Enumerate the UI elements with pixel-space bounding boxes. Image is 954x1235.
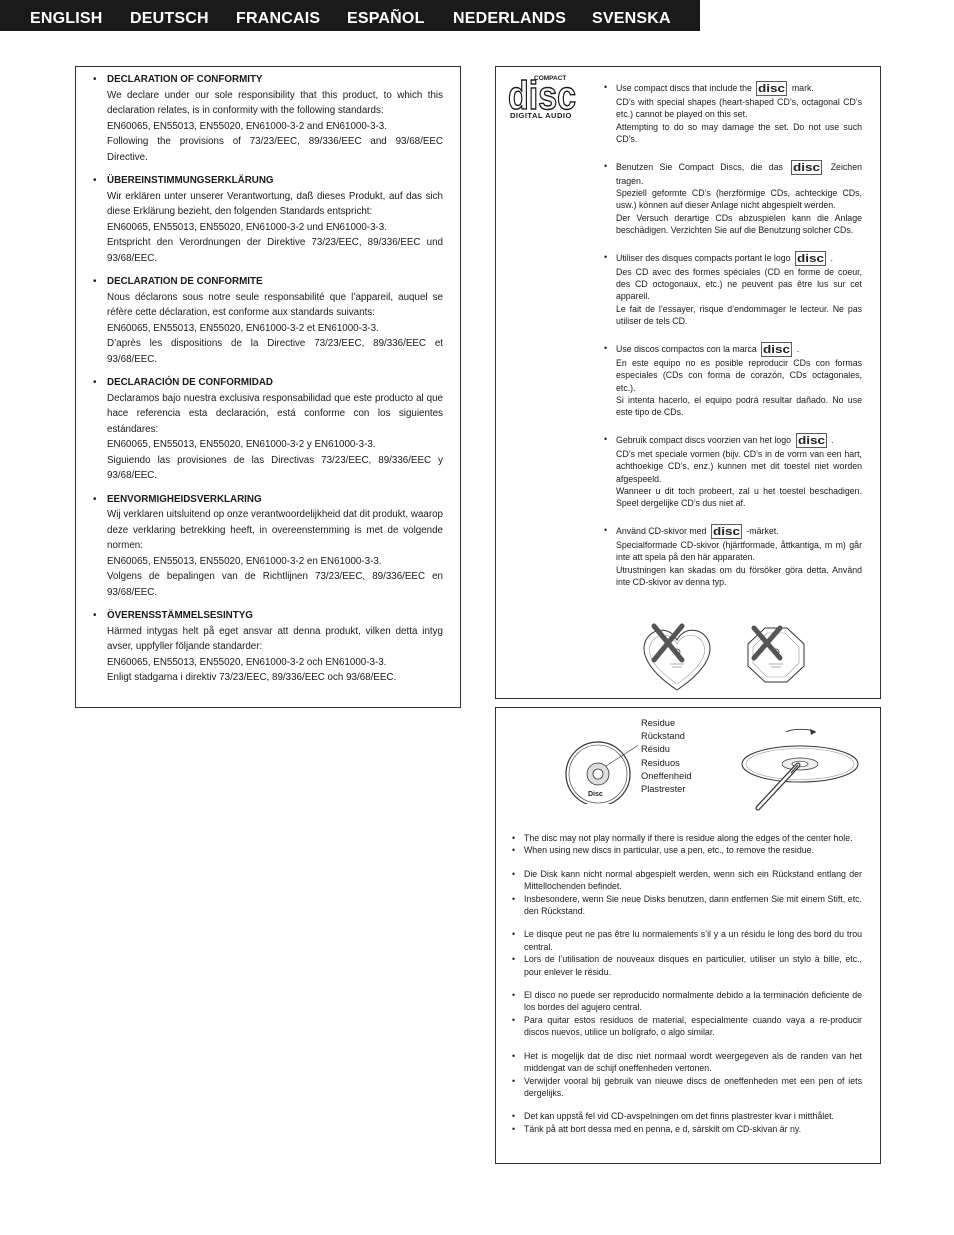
residue-note-text: Det kan uppstå fel vid CD-avspelningen om det finns plastrester kvar i mitthålet. <box>524 1111 834 1122</box>
bullet-icon: • <box>604 524 608 535</box>
residue-note <box>512 1075 862 1100</box>
declaration-standards: EN60065, EN55013, EN55020, EN61000-3-2 y EN61000-3-3. <box>107 439 376 450</box>
cd-note-intro-end: . <box>830 252 833 263</box>
cd-note-warning: Wanneer u dit toch probeert, zal u het toestel beschadigen. Speel dergelijke CD’s dus niet af. <box>616 485 862 509</box>
residue-labels <box>641 717 692 796</box>
cd-note-intro-end: -märket. <box>746 525 779 536</box>
residue-note-text: Die Disk kann nicht normal abgespielt werden, wenn sich ein Rückstand entlang der Mittellochenden befindet. <box>524 868 862 892</box>
declaration-text: Nous déclarons sous notre seule responsabilité que l’appareil, auquel se réfère cette déclaration, est conforme aux standards suivants: <box>107 291 443 318</box>
bullet-icon: • <box>93 377 97 388</box>
residue-panel <box>495 707 881 1164</box>
cd-note-intro: Gebruik compact discs voorzien van het logo <box>616 434 792 445</box>
residue-note-text: Insbesondere, wenn Sie neue Disks benutzen, dann entfernen Sie mit einem Stift, etc. den Rückstand. <box>524 893 862 917</box>
residue-note-text: Tänk på att bort dessa med en penna, e d, särskilt om CD-skivan är ny. <box>524 1123 802 1134</box>
bullet-icon: • <box>604 433 608 444</box>
declaration-standards: EN60065, EN55013, EN55020, EN61000-3-2 et EN61000-3-3. <box>107 322 379 334</box>
cd-note-body: Des CD avec des formes spéciales (CD en forme de coeur, des CD octogonaux, etc.) ne peuvent pas être lus sur cet appareil. <box>616 266 862 302</box>
bullet-icon: • <box>512 1123 516 1134</box>
language-bar <box>0 0 700 31</box>
cd-note-svenska <box>604 524 862 589</box>
bullet-icon: • <box>512 845 516 856</box>
residue-note <box>512 989 862 1014</box>
cd-note-nederlands <box>604 433 862 510</box>
declaration-directive: Siguiendo las provisiones de las Directivas 73/23/EEC, 89/336/EEC y 93/68/EEC. <box>107 454 443 481</box>
cd-note-warning: Si intenta hacerlo, el equipo podrá resultar dañado. No use este tipo de CDs. <box>616 394 862 418</box>
bullet-icon: • <box>512 1050 516 1061</box>
cd-note-warning: Attempting to do so may damage the set. Do not use such CD’s. <box>616 121 862 145</box>
residue-group-english <box>512 832 862 857</box>
bullet-icon: • <box>512 893 516 904</box>
bullet-icon: • <box>512 868 516 879</box>
svg-text:disc: disc <box>797 434 825 447</box>
declaration-francais <box>93 274 443 367</box>
residue-note <box>512 1110 862 1122</box>
cd-note-body: Specialformade CD-skivor (hjärtformade, åttkantiga, m m) går inte att spela på den här apparaten. <box>616 539 862 563</box>
bullet-icon: • <box>512 1075 516 1086</box>
cd-note-intro: Use discos compactos con la marca <box>616 343 757 354</box>
bullet-icon: • <box>604 160 608 171</box>
declaration-heading: DECLARATION OF CONFORMITY <box>107 74 263 85</box>
residue-note-text: Lors de l’utilisation de nouveaux disques en particulier, utiliser un stylo à bille, etc., pour enlever le résidu. <box>524 954 862 977</box>
residue-note <box>512 1123 862 1135</box>
cd-note-warning: Der Versuch derartige CDs abzuspielen kann die Anlage beschädigen. Verzichten Sie auf die Benutzung solcher CDs. <box>616 212 862 236</box>
cd-note-intro: Benutzen Sie Compact Discs, die das <box>616 161 783 172</box>
declarations-panel <box>75 66 461 708</box>
residue-note <box>512 832 862 844</box>
residue-label-espanol: Residuos <box>641 757 680 768</box>
cd-note-intro: Använd CD-skivor med <box>616 525 707 536</box>
declaration-directive: Entspricht den Verordnungen der Direktive 73/23/EEC, 89/336/EEC und 93/68/EEC. <box>107 237 443 264</box>
bullet-icon: • <box>604 82 608 92</box>
bullet-icon: • <box>512 833 516 843</box>
declaration-nederlands <box>93 492 443 601</box>
residue-group-nederlands <box>512 1050 862 1100</box>
lang-nederlands: NEDERLANDS <box>453 10 567 27</box>
declaration-heading: DECLARATION DE CONFORMITE <box>107 276 263 287</box>
declaration-standards: EN60065, EN55013, EN55020, EN61000-3-2 och EN61000-3-3. <box>107 656 387 668</box>
residue-note <box>512 928 862 953</box>
prohibited-shapes-icon <box>632 620 832 696</box>
disc-with-pen-icon <box>742 729 858 808</box>
residue-note-text: Le disque peut ne pas être lu normalements s’il y a un résidu le long des bord du trou central. <box>524 929 862 952</box>
svg-text:disc: disc <box>797 252 825 265</box>
declaration-text: Härmed intygas helt på eget ansvar att denna produkt, vilken detta intyg avser, uppfyller följande standarder: <box>107 625 443 652</box>
residue-note-text: Para quitar estos residuos de material, especialmente cuando vaya a re-producir discos nuevos, utilice un bolígrafo, o algo similar. <box>524 1014 862 1038</box>
logo-digital-audio: DIGITAL AUDIO <box>510 111 572 120</box>
residue-note <box>512 844 862 856</box>
declaration-directive: Following the provisions of 73/23/EEC, 89/336/EEC and 93/68/EEC Directive. <box>107 136 443 163</box>
residue-label-english: Residue <box>641 718 676 728</box>
cd-note-intro: Use compact discs that include the <box>616 82 752 93</box>
declaration-english <box>93 72 443 165</box>
declaration-standards: EN60065, EN55013, EN55020, EN61000-3-2 und EN61000-3-3. <box>107 221 387 233</box>
declaration-heading: EENVORMIGHEIDSVERKLARING <box>107 493 262 505</box>
declaration-standards: EN60065, EN55013, EN55020, EN61000-3-2 and EN61000-3-3. <box>107 120 387 132</box>
bullet-icon: • <box>512 1111 516 1122</box>
residue-note <box>512 953 862 978</box>
residue-notes-list <box>512 832 862 1146</box>
residue-note <box>512 1050 862 1075</box>
logo-compact-text: COMPACT <box>534 75 567 82</box>
residue-note-text: Het is mogelijk dat de disc niet normaal wordt weergegeven als de randen van het middengat van de schijf oneffenheden vertonen. <box>524 1050 862 1074</box>
cd-note-intro-end: . <box>796 343 800 354</box>
declaration-text: Wir erklären unter unserer Verantwortung, daß dieses Produkt, auf das sich diese Erklärung bezieht, den folgenden Standards entspricht: <box>107 190 443 217</box>
lang-svenska: SVENSKA <box>592 10 671 27</box>
compact-disc-mark-icon <box>761 342 792 357</box>
cd-note-warning: Utrustningen kan skadas om du försöker göra detta. Använd inte CD-skivor av denna typ. <box>616 564 862 587</box>
pen-cleaning-illustration <box>736 722 864 812</box>
svg-text:disc: disc <box>763 343 791 356</box>
residue-group-espanol <box>512 989 862 1039</box>
cd-note-body: CD’s with special shapes (heart-shaped CD’s, octagonal CD’s etc.) cannot be played on this set. <box>616 97 862 120</box>
declaration-directive: D’après les dispositions de la Directive 73/23/EEC, 89/336/EEC et 93/68/EEC. <box>107 338 443 365</box>
disc-icon <box>566 742 638 804</box>
bullet-icon: • <box>93 276 97 287</box>
compact-disc-mark-icon <box>796 433 827 448</box>
compact-disc-mark-icon <box>756 81 787 96</box>
cd-note-intro-end: . <box>830 434 834 445</box>
compact-disc-logo-icon <box>508 73 578 111</box>
compact-disc-panel <box>495 66 881 699</box>
cd-note-intro-end: mark. <box>791 82 814 93</box>
bullet-icon: • <box>604 251 608 262</box>
residue-group-francais <box>512 928 862 978</box>
prohibited-disc-shapes <box>632 620 832 696</box>
compact-disc-logo <box>508 73 580 123</box>
declaration-text: Declaramos bajo nuestra exclusiva responsabilidad que este producto al que hace referencia esta declaración, está conforme con los siguientes estándares: <box>107 392 443 435</box>
declaration-espanol <box>93 375 443 484</box>
svg-text:disc: disc <box>712 525 740 538</box>
residue-note-text: Verwijder vooral bij gebruik van nieuwe discs de oneffenheden met een pen of iets dergelijks. <box>524 1075 862 1098</box>
heart-disc-icon <box>644 626 710 690</box>
cd-note-english <box>604 81 862 146</box>
rotate-arrow-icon <box>810 729 816 735</box>
cd-note-deutsch <box>604 160 862 237</box>
bullet-icon: • <box>512 929 516 940</box>
bullet-icon: • <box>93 610 97 621</box>
residue-label-svenska: Plastrester <box>641 784 686 795</box>
bullet-icon: • <box>604 342 608 353</box>
bullet-icon: • <box>93 493 97 505</box>
residue-note <box>512 893 862 918</box>
cd-note-body: CD’s met speciale vormen (bijv. CD’s in de vorm van een hart, achthoekige CD’s, enz.) kunnen met dit toestel niet worden afgespeeld. <box>616 448 862 484</box>
cd-note-intro: Utiliser des disques compacts portant le logo <box>616 252 791 263</box>
cd-notes-list <box>604 81 862 602</box>
disc-residue-illustration <box>562 736 638 804</box>
svg-text:disc: disc <box>793 161 821 174</box>
disc-label: Disc <box>588 791 603 798</box>
lang-espanol: ESPAÑOL <box>347 10 425 27</box>
svg-text:disc: disc <box>758 83 786 95</box>
lang-deutsch: DEUTSCH <box>130 10 209 27</box>
residue-note <box>512 868 862 893</box>
declaration-heading: ÖVERENSSTÄMMELSESINTYG <box>107 610 253 621</box>
residue-note <box>512 1014 862 1039</box>
residue-note-text: When using new discs in particular, use a pen, etc., to remove the residue. <box>524 845 814 856</box>
residue-label-francais: Résidu <box>641 744 670 755</box>
declaration-heading: ÜBEREINSTIMMUNGSERKLÄRUNG <box>107 175 274 186</box>
declaration-svenska <box>93 608 443 686</box>
declarations-list <box>93 72 443 694</box>
residue-note-text: El disco no puede ser reproducido normalmente debido a la terminación deficiente de los bordes del agujero central. <box>524 990 862 1013</box>
cd-note-francais <box>604 251 862 328</box>
bullet-icon: • <box>512 990 516 1001</box>
compact-disc-mark-icon <box>711 524 742 539</box>
declaration-directive: Enligt stadgarna i direktiv 73/23/EEC, 89/336/EEC och 93/68/EEC. <box>107 672 397 683</box>
lang-francais: FRANCAIS <box>236 10 321 27</box>
compact-disc-mark-icon <box>795 251 826 266</box>
bullet-icon: • <box>512 1014 516 1025</box>
bullet-icon: • <box>93 175 97 186</box>
cd-note-intro-end: Zeichen tragen. <box>616 161 862 186</box>
bullet-icon: • <box>512 954 516 965</box>
compact-disc-mark-icon <box>791 160 822 175</box>
lang-english: ENGLISH <box>30 10 103 27</box>
cd-note-espanol <box>604 342 862 419</box>
residue-note-text: The disc may not play normally if there is residue along the edges of the center hole. <box>524 833 853 843</box>
bullet-icon: • <box>93 74 97 85</box>
residue-label-nederlands: Oneffenheid <box>641 770 692 781</box>
residue-label-deutsch: Rückstand <box>641 731 685 742</box>
declaration-standards: EN60065, EN55013, EN55020, EN61000-3-2 en EN61000-3-3. <box>107 555 382 567</box>
cd-note-body: En este equipo no es posible reproducir CDs con formas especiales (CDs con forma de corazón, CDs octagonales, etc.). <box>616 357 862 393</box>
declaration-text: Wij verklaren uitsluitend op onze verantwoordelijkheid dat dit produkt, waarop deze verklaring betrekking heeft, in overeenstemming is met de volgende normen: <box>107 509 443 551</box>
declaration-heading: DECLARACIÓN DE CONFORMIDAD <box>107 377 273 388</box>
declaration-directive: Volgens de bepalingen van de Richtlijnen 73/23/EEC, 89/336/EEC en 93/68/EEC. <box>107 571 443 598</box>
residue-group-svenska <box>512 1110 862 1135</box>
logo-disc-text: disc <box>508 74 576 111</box>
declaration-deutsch <box>93 173 443 266</box>
cd-note-body: Speziell geformte CD’s (herzförmige CDs, achteckige CDs, usw.) können auf dieser Anlage nicht abgespielt werden. <box>616 188 862 211</box>
residue-group-deutsch <box>512 868 862 918</box>
declaration-text: We declare under our sole responsibility that this product, to which this declaration relates, is in conformity with the following standards: <box>107 89 443 116</box>
octagon-disc-icon <box>748 628 804 682</box>
cd-note-warning: Le fait de l’essayer, risque d’endommager le lecteur. Ne pas utiliser de tels CD. <box>616 303 862 327</box>
